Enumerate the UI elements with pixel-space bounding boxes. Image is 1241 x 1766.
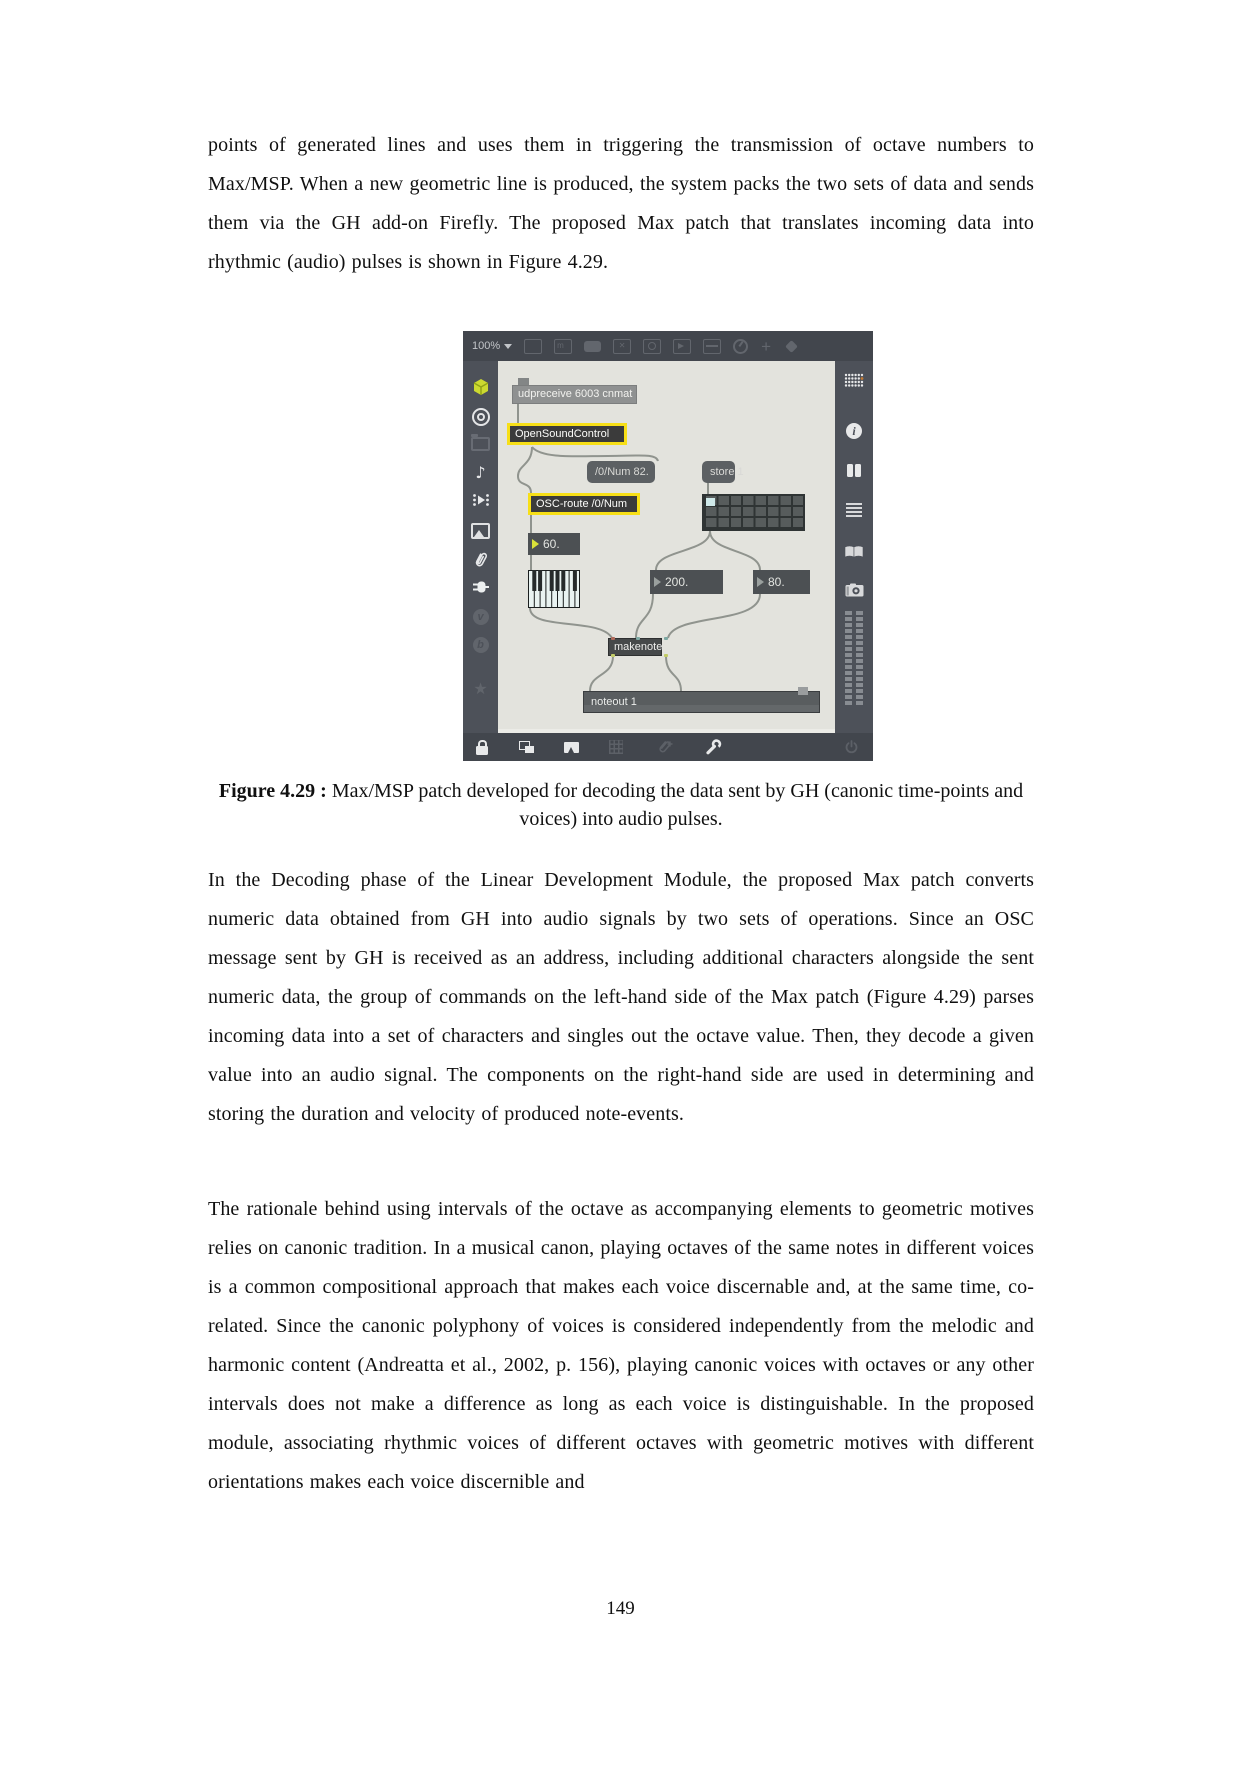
picture-icon[interactable] <box>463 523 498 539</box>
outlet-dot <box>664 654 668 657</box>
paint-bucket-icon[interactable] <box>784 340 799 353</box>
zoom-control[interactable] <box>472 340 512 352</box>
attach-add-icon[interactable] <box>653 733 677 761</box>
b-badge-icon[interactable]: b <box>463 637 498 653</box>
wrench-icon[interactable] <box>701 733 725 761</box>
inlet-dot <box>611 637 615 640</box>
page-number: 149 <box>606 1598 635 1619</box>
book-icon[interactable] <box>835 545 873 558</box>
power-icon[interactable] <box>839 733 863 761</box>
clipped-object <box>518 378 529 385</box>
matrixctrl[interactable] <box>702 494 805 531</box>
paragraph-decoding: In the Decoding phase of the Linear Development Module, the proposed Max patch converts numeric data obtained from GH into audio signals by two sets of operations. Since an OSC message sent by GH is received as an address, including additional characters alongside the sent numeric data, the group of commands on the left-hand side of the Max patch (Figure 4.29) parses incoming data into a set of characters and singles out the octave value. Then, they decode a given value into an audio signal. The components on the right-hand side are used in determining and storing the duration and velocity of produced note-events. <box>208 869 1034 1125</box>
list-icon[interactable] <box>835 501 873 519</box>
small-ui-fragment <box>798 687 808 695</box>
sequencer-icon[interactable] <box>463 493 498 507</box>
numberbox-triangle-icon <box>532 539 539 549</box>
numberbox-triangle-icon <box>654 577 661 587</box>
audio-rings-icon[interactable] <box>463 408 498 426</box>
patch-left-sidebar <box>463 361 498 733</box>
snapshot-camera-icon[interactable] <box>835 583 873 597</box>
message-box-icon[interactable] <box>554 339 572 354</box>
grid-icon[interactable] <box>605 733 627 761</box>
columns-icon[interactable] <box>835 464 873 477</box>
paragraph-intro: points of generated lines and uses them in triggering the transmission of octave numbers to Max/MSP. When a new geometric line is produced, the system packs the two sets of data and sends them via the GH add-on Firefly. The proposed Max patch that translates incoming data into rhythmic (audio) pulses is shown in Figure 4.29. <box>208 134 1034 273</box>
patch-top-toolbar <box>463 331 873 361</box>
music-note-icon[interactable]: ♪ <box>475 463 486 482</box>
rangeslider-icon[interactable] <box>703 339 721 354</box>
info-icon[interactable]: i <box>835 423 873 439</box>
object-osc-route[interactable]: OSC-route /0/Num <box>528 493 640 515</box>
presentation-icon[interactable] <box>560 733 582 761</box>
numberbox-triangle-icon <box>757 577 764 587</box>
message-store[interactable]: store 1 <box>702 461 735 483</box>
dial-icon[interactable] <box>733 339 748 354</box>
toggle-icon[interactable] <box>613 339 631 354</box>
numberbox-60[interactable]: 60. <box>528 533 580 555</box>
object-udpreceive[interactable]: udpreceive 6003 cnmat <box>512 385 637 404</box>
outlet-dot <box>611 654 615 657</box>
paperclip-icon[interactable] <box>463 551 498 569</box>
duplicate-icon[interactable] <box>515 733 537 761</box>
numberbox-200[interactable]: 200. <box>650 570 723 594</box>
object-makenote[interactable]: makenote <box>608 638 662 656</box>
button-icon[interactable] <box>643 339 661 354</box>
kslider-keyboard[interactable] <box>528 570 580 613</box>
level-meters <box>835 611 873 707</box>
comment-icon[interactable] <box>584 341 601 352</box>
playbar-icon[interactable] <box>673 339 691 354</box>
v-badge-icon[interactable]: v <box>463 609 498 625</box>
lock-icon[interactable] <box>471 733 493 761</box>
object-box-icon[interactable] <box>524 339 542 354</box>
object-opensoundcontrol[interactable]: OpenSoundControl <box>507 423 627 445</box>
cube-icon[interactable] <box>463 378 498 396</box>
patch-canvas <box>498 361 835 733</box>
inlet-dot <box>664 637 668 640</box>
paragraph-rationale: The rationale behind using intervals of the octave as accompanying elements to geometric motives relies on canonic tradition. In a musical canon, playing octaves of the same notes in different voices is a common compositional approach that makes each voice discernable and, at the same time, co-related. Since the canonic polyphony of voices is considered independently from the melodic and harmonic content (Andreatta et al., 2002, p. 156), playing canonic voices with octaves or any other intervals does not make a difference as long as each voice is distinguishable. In the proposed module, associating rhythmic voices of different octaves with geometric motives with different orientations makes each voice discernible and <box>208 1198 1034 1493</box>
chevron-down-icon <box>504 344 512 349</box>
figure-caption-text: Max/MSP patch developed for decoding the data sent by GH (canonic time-points and voices) into audio pulses. <box>331 780 1024 830</box>
message-num[interactable]: /0/Num 82. <box>587 461 655 483</box>
object-noteout[interactable]: noteout 1 <box>583 691 820 713</box>
maxmsp-patch-window <box>463 331 873 761</box>
star-icon[interactable]: ★ <box>473 679 488 698</box>
patch-bottom-toolbar <box>463 733 873 761</box>
figure-caption-label: Figure 4.29 : <box>218 780 327 802</box>
figure-caption <box>191 777 1051 833</box>
plug-icon[interactable] <box>463 579 498 595</box>
inlet-dot <box>636 637 640 640</box>
grid-palette-icon[interactable] <box>835 373 873 388</box>
add-object-icon[interactable]: + <box>761 336 772 356</box>
folder-icon[interactable] <box>463 434 498 451</box>
patch-right-sidebar <box>835 361 873 733</box>
zoom-level: 100% <box>472 340 501 352</box>
numberbox-80[interactable]: 80. <box>753 570 810 594</box>
